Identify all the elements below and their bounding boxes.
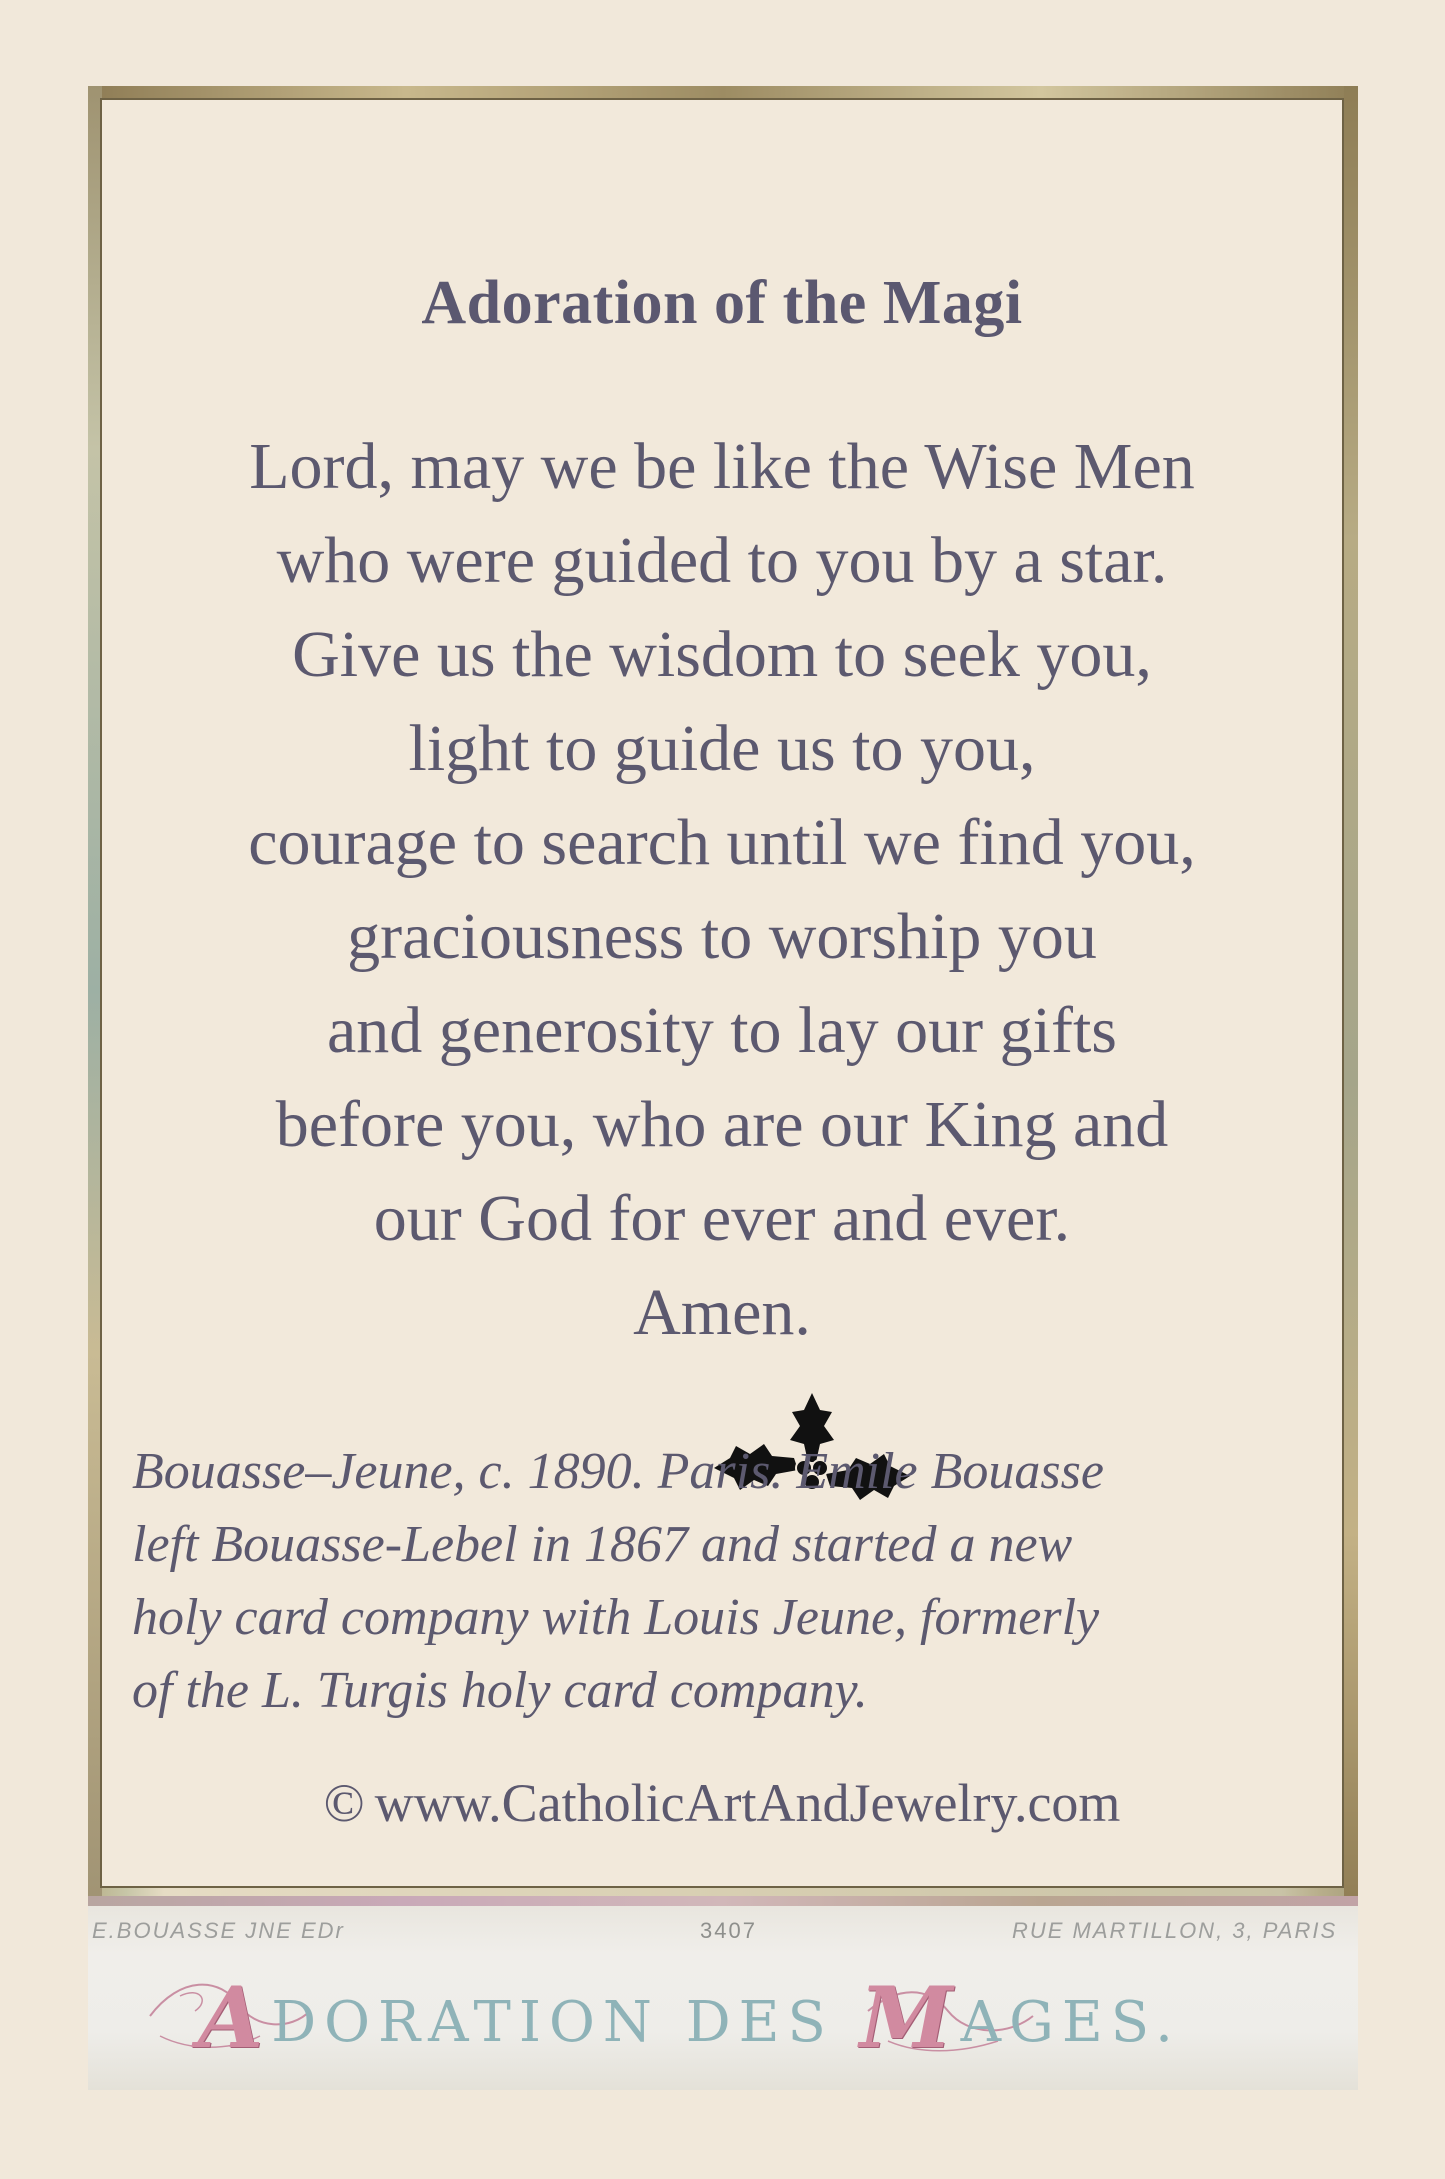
- copyright-notice: [102, 1772, 1342, 1834]
- prayer-line: graciousness to worship you: [347, 900, 1097, 973]
- text-panel: [100, 98, 1344, 1888]
- strip-publisher: E.BOUASSE JNE EDr: [92, 1918, 345, 1943]
- strip-address: RUE MARTILLON, 3, PARIS: [1012, 1918, 1338, 1943]
- prayer-amen: Amen.: [633, 1276, 811, 1349]
- strip-plate-number: 3407: [700, 1918, 757, 1943]
- prayer-line: Lord, may we be like the Wise Men: [249, 430, 1195, 503]
- image-caption: [132, 1435, 1332, 1727]
- caption-line: holy card company with Louis Jeune, formerly: [132, 1589, 1100, 1646]
- prayer-line: who were guided to you by a star.: [276, 524, 1168, 597]
- caption-line: left Bouasse-Lebel in 1867 and started a new: [132, 1516, 1073, 1573]
- frame-edge-top: [88, 86, 1358, 98]
- website-url: www.CatholicArtAndJewelry.com: [374, 1773, 1121, 1833]
- prayer-line: courage to search until we find you,: [248, 806, 1196, 879]
- strip-title: [198, 1968, 1181, 2067]
- frame-edge-right: [1344, 86, 1358, 1896]
- strip-title-text: AGES.: [960, 1990, 1181, 2055]
- illuminated-initial: M: [859, 1968, 961, 2067]
- strip-title-text: DORATION DES: [271, 1990, 860, 2055]
- prayer-line: and generosity to lay our gifts: [326, 994, 1117, 1067]
- copyright-symbol: ©: [323, 1773, 365, 1833]
- prayer-text: [102, 420, 1342, 1360]
- prayer-line: Give us the wisdom to seek you,: [292, 618, 1152, 691]
- caption-line: of the L. Turgis holy card company.: [132, 1662, 868, 1719]
- card-title: Adoration of the Magi: [421, 269, 1023, 337]
- illuminated-initial: A: [198, 1968, 272, 2067]
- prayer-line: before you, who are our King and: [275, 1088, 1169, 1161]
- prayer-line: our God for ever and ever.: [373, 1182, 1071, 1255]
- prayer-line: light to guide us to you,: [408, 712, 1036, 785]
- strip-edge: [88, 1896, 1358, 1906]
- caption-line: Bouasse–Jeune, c. 1890. Paris. Emile Bouasse: [132, 1443, 1104, 1500]
- original-card-strip: [88, 1896, 1358, 2090]
